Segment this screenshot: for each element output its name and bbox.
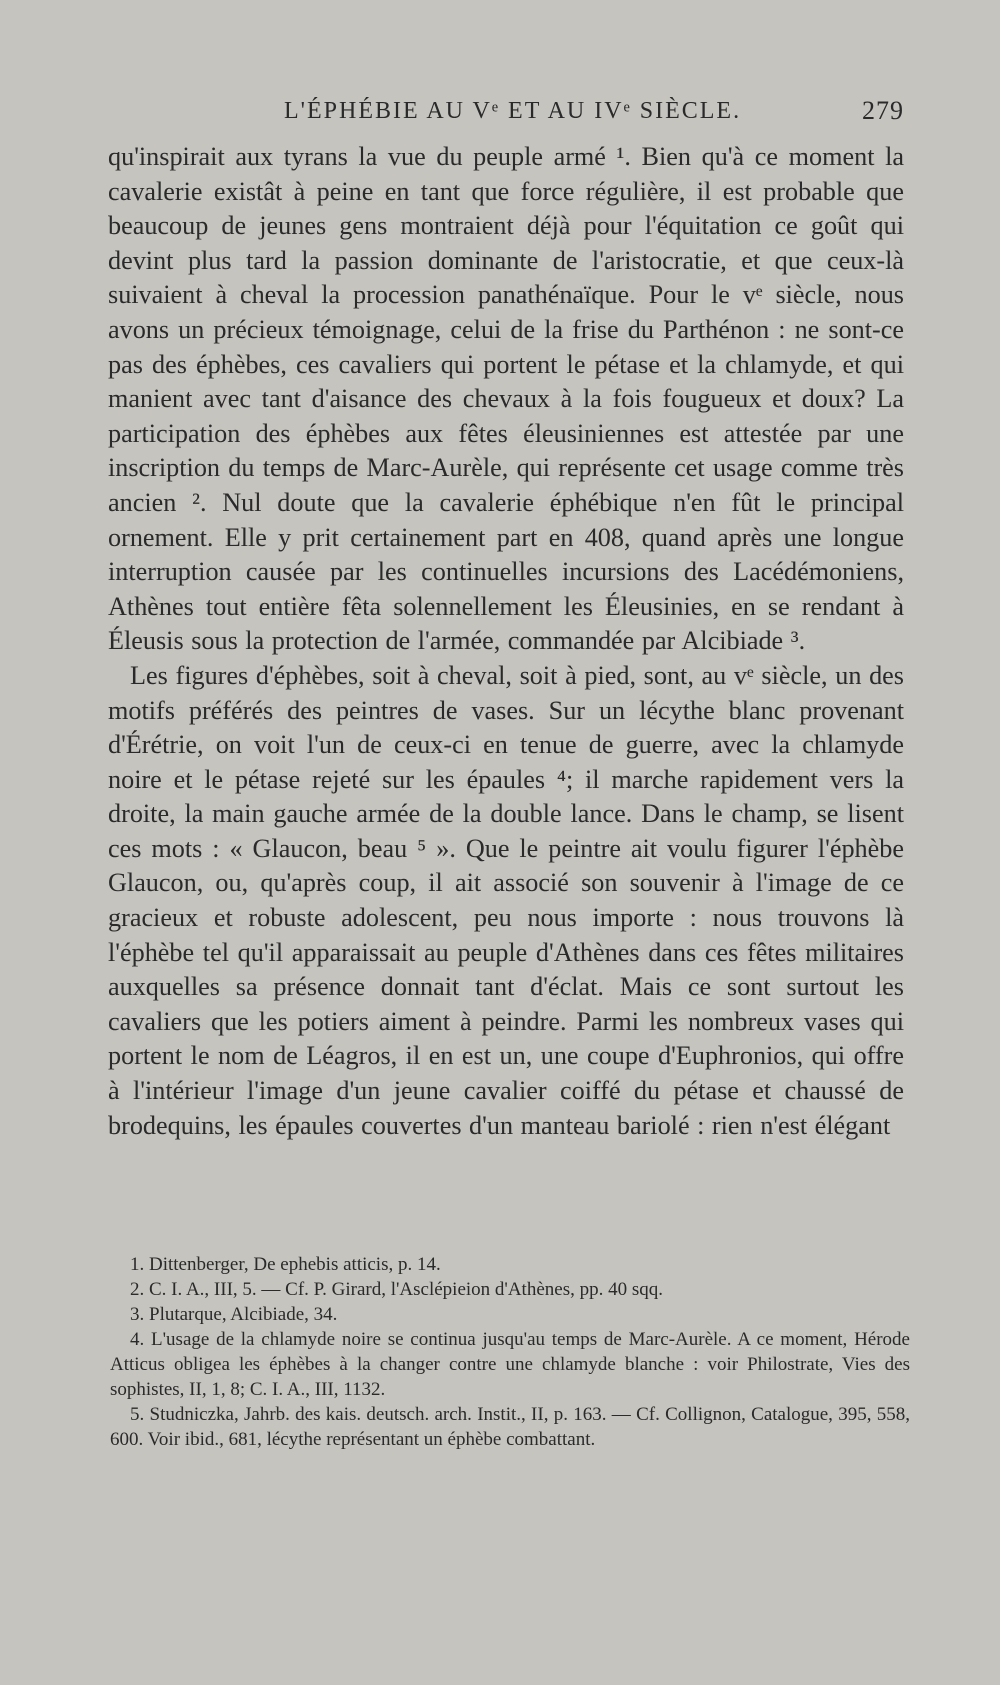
footnote: 1. Dittenberger, De ephebis atticis, p. 14. xyxy=(130,1254,441,1275)
footnote: 5. Studniczka, Jahrb. des kais. deutsch. arch. Instit., II, p. 163. — Cf. Collignon, Catalogue, 395, 558, 600. Voir ibid., 681, lécythe représentant un éphèbe combattant. xyxy=(110,1404,910,1450)
footnote: 3. Plutarque, Alcibiade, 34. xyxy=(130,1304,338,1325)
footnote: 4. L'usage de la chlamyde noire se continua jusqu'au temps de Marc-Aurèle. A ce moment, Hérode Atticus obligea les éphèbes à la changer contre une chlamyde blanche : voir Philostrate, Vies des sophistes, II, 1, 8; C. I. A., III, 1132. xyxy=(110,1329,910,1400)
footnotes xyxy=(110,1252,910,1452)
running-title: L'ÉPHÉBIE AU Vᵉ ET AU IVᵉ SIÈCLE. xyxy=(284,98,742,124)
paragraph: qu'inspirait aux tyrans la vue du peuple armé ¹. Bien qu'à ce moment la cavalerie existât à peine en tant que force régulière, il est probable que beaucoup de jeunes gens montraient déjà pour l'équitation ce goût qui devint plus tard la passion dominante de l'aristocratie, et que ceux-là suivaient à cheval la procession panathénaïque. Pour le vᵉ siècle, nous avons un précieux témoignage, celui de la frise du Parthénon : ne sont-ce pas des éphèbes, ces cavaliers qui portent le pétase et la chlamyde, et qui manient avec tant d'aisance des chevaux à la fois fougueux et doux? La participation des éphèbes aux fêtes éleusiniennes est attestée par une inscription du temps de Marc-Aurèle, qui représente cet usage comme très ancien ². Nul doute que la cavalerie éphébique n'en fût le principal ornement. Elle y prit certainement part en 408, quand après une longue interruption causée par les continuelles incursions des Lacédémoniens, Athènes tout entière fêta solennellement les Éleusinies, en se rendant à Éleusis sous la protection de l'armée, commandée par Alcibiade ³. xyxy=(108,142,904,656)
page-number: 279 xyxy=(862,96,904,125)
paragraph: Les figures d'éphèbes, soit à cheval, soit à pied, sont, au vᵉ siècle, un des motifs préférés des peintres de vases. Sur un lécythe blanc provenant d'Érétrie, on voit l'un de ceux-ci en tenue de guerre, avec la chlamyde noire et le pétase rejeté sur les épaules ⁴; il marche rapidement vers la droite, la main gauche armée de la double lance. Dans le champ, se lisent ces mots : « Glaucon, beau ⁵ ». Que le peintre ait voulu figurer l'éphèbe Glaucon, ou, qu'après coup, il ait associé son souvenir à l'image de ce gracieux et robuste adolescent, peu nous importe : nous trouvons là l'éphèbe tel qu'il apparaissait au peuple d'Athènes dans ces fêtes militaires auxquelles sa présence donnait tant d'éclat. Mais ce sont surtout les cavaliers que les potiers aiment à peindre. Parmi les nombreux vases qui portent le nom de Léagros, il en est un, une coupe d'Euphronios, qui offre à l'intérieur l'image d'un jeune cavalier coiffé du pétase et chaussé de brodequins, les épaules couvertes d'un manteau bariolé : rien n'est élégant xyxy=(108,660,904,1140)
footnote: 2. C. I. A., III, 5. — Cf. P. Girard, l'Asclépieion d'Athènes, pp. 40 sqq. xyxy=(130,1279,663,1300)
running-header xyxy=(108,92,904,132)
main-text xyxy=(108,140,904,1143)
